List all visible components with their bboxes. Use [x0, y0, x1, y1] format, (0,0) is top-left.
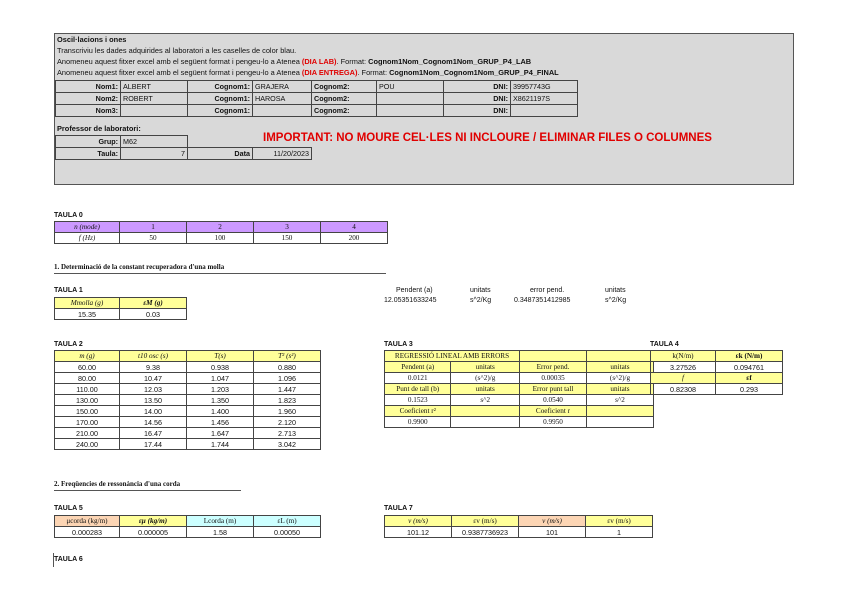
mode-cell: 4 [321, 222, 388, 233]
section1-title: 1. Determinació de la constant recuperadora d'una molla [54, 263, 225, 271]
taula1-table [54, 297, 187, 320]
dni-label: DNI: [444, 81, 511, 93]
mode-cell: 2 [187, 222, 254, 233]
mmolla-header: Mmolla (g) [55, 298, 120, 309]
taula6-title: TAULA 6 [54, 556, 83, 563]
grup-value[interactable]: M62 [121, 136, 188, 148]
t2-cell[interactable]: 130.00 [55, 395, 120, 406]
t2-cell[interactable]: 150.00 [55, 406, 120, 417]
header-panel [54, 33, 794, 185]
t3-cell: (s^2)/g [451, 373, 520, 384]
t3-cell: 0.0540 [520, 395, 587, 406]
table-row [55, 439, 321, 450]
mode-label [55, 222, 120, 233]
mode-cell: 3 [254, 222, 321, 233]
nom-label: Nom3: [56, 105, 121, 117]
t3-cell [587, 417, 654, 428]
dni-value[interactable]: X8621197S [511, 93, 578, 105]
pendent-units-header: unitats [470, 287, 491, 294]
t2-cell[interactable]: 110.00 [55, 384, 120, 395]
t3-cell [587, 351, 654, 362]
t3-cell: 0.1523 [385, 395, 451, 406]
professor-label: Professor de laboratori: [57, 124, 141, 133]
t2-header: t10 osc (s) [120, 351, 187, 362]
taula-value[interactable]: 7 [121, 148, 188, 160]
t3-cell [451, 417, 520, 428]
t3-cell: 0.00035 [520, 373, 587, 384]
header-line2 [57, 57, 531, 67]
section1-rule [54, 273, 386, 274]
grup-label: Grup: [56, 136, 121, 148]
emu-header: εμ (kg/m) [120, 516, 187, 527]
t2-cell[interactable]: 10.47 [120, 373, 187, 384]
f-value: 0.82308 [651, 384, 716, 395]
v-value: 101.12 [385, 527, 452, 538]
t2-cell: 1.823 [254, 395, 321, 406]
ev-header: εv (m/s) [452, 516, 519, 527]
nom-value[interactable] [121, 105, 188, 117]
l-value[interactable]: 1.58 [187, 527, 254, 538]
nom-value[interactable]: ALBERT [121, 81, 188, 93]
ek-header: εk (N/m) [716, 351, 783, 362]
el-header: εL (m) [254, 516, 321, 527]
student-row [56, 81, 578, 93]
t3-cell: 0.9950 [520, 417, 587, 428]
t3-cell: s^2 [587, 395, 654, 406]
nom-value[interactable]: ROBERT [121, 93, 188, 105]
t2-cell[interactable]: 17.44 [120, 439, 187, 450]
t2-cell[interactable]: 60.00 [55, 362, 120, 373]
t2-cell[interactable]: 14.56 [120, 417, 187, 428]
k-value: 3.27526 [651, 362, 716, 373]
important-warning: IMPORTANT: NO MOURE CEL·LES NI INCLOURE / ELIMINAR FILES O COLUMNES [263, 132, 712, 144]
t2-cell[interactable]: 16.47 [120, 428, 187, 439]
cognom1-label: Cognom1: [188, 105, 253, 117]
mode-label-text: n (mode) [74, 223, 100, 231]
taula0-table [54, 221, 388, 244]
table-row [55, 395, 321, 406]
line2-red: (DIA LAB) [301, 57, 337, 66]
t2-cell: 1.203 [187, 384, 254, 395]
nom-label: Nom1: [56, 81, 121, 93]
v-header: v (m/s) [385, 516, 452, 527]
t2-cell: 1.960 [254, 406, 321, 417]
line3-red: (DIA ENTREGA) [301, 68, 358, 77]
section2-rule [54, 490, 241, 491]
cognom1-value[interactable] [253, 105, 312, 117]
t2-cell[interactable]: 12.03 [120, 384, 187, 395]
t3-cell: unitats [587, 384, 654, 395]
freq-label [55, 233, 120, 244]
t2-cell[interactable]: 210.00 [55, 428, 120, 439]
cognom1-value[interactable]: HAROSA [253, 93, 312, 105]
table-row [385, 395, 654, 406]
t3-cell: unitats [451, 362, 520, 373]
t2-cell: 0.938 [187, 362, 254, 373]
freq-cell[interactable]: 150 [254, 233, 321, 244]
t3-cell: Error punt tall [520, 384, 587, 395]
taula6-border [53, 553, 54, 567]
cognom2-value[interactable]: POU [377, 81, 444, 93]
t3-cell: 0.9900 [385, 417, 451, 428]
pendent-value: 12.05351633245 [384, 297, 437, 304]
t2-cell: 1.350 [187, 395, 254, 406]
table-row [385, 417, 654, 428]
taula2-title: TAULA 2 [54, 341, 83, 348]
header-title: Oscil·lacions i ones [57, 35, 127, 44]
t2-cell: 1.647 [187, 428, 254, 439]
table-row [55, 417, 321, 428]
header-line1: Transcriviu les dades adquirides al laboratori a les caselles de color blau. [57, 46, 297, 55]
t3-cell [451, 406, 520, 417]
cognom2-label: Cognom2: [312, 93, 377, 105]
t3-cell: Coeficient r² [385, 406, 451, 417]
t2-cell[interactable]: 13.50 [120, 395, 187, 406]
line2-format: Cognom1Nom_Cognom1Nom_GRUP_P4_LAB [368, 57, 532, 66]
table-row [385, 373, 654, 384]
section2-title: 2. Freqüencies de ressonància d'una corda [54, 480, 181, 488]
v2-header: v (m/s) [519, 516, 586, 527]
error-units-header: unitats [605, 287, 626, 294]
em-value[interactable]: 0.03 [120, 309, 187, 320]
table-row [55, 373, 321, 384]
cognom1-label: Cognom1: [188, 93, 253, 105]
t3-cell: 0.0121 [385, 373, 451, 384]
ev2-value: 1 [586, 527, 653, 538]
ek-value: 0.094761 [716, 362, 783, 373]
header-line3 [57, 68, 559, 78]
table-row [385, 384, 654, 395]
t2-header: m (g) [55, 351, 120, 362]
t2-cell[interactable]: 80.00 [55, 373, 120, 384]
dni-value[interactable] [511, 105, 578, 117]
freq-label-text: f (Hz) [78, 234, 96, 242]
line2-mid: . Format: [336, 57, 369, 66]
dni-value[interactable]: 39957743G [511, 81, 578, 93]
t3-cell: unitats [587, 362, 654, 373]
t2-cell[interactable]: 170.00 [55, 417, 120, 428]
t3-cell: (s^2)/g [587, 373, 654, 384]
t2-cell[interactable]: 9.38 [120, 362, 187, 373]
mu-value[interactable]: 0.000283 [55, 527, 120, 538]
t2-cell: 1.096 [254, 373, 321, 384]
taula1-title: TAULA 1 [54, 287, 83, 294]
em-header: εM (g) [120, 298, 187, 309]
ev2-header: εv (m/s) [586, 516, 653, 527]
mu-header: μcorda (kg/m) [55, 516, 120, 527]
taula3-title: TAULA 3 [384, 341, 413, 348]
t2-cell: 2.713 [254, 428, 321, 439]
taula0-title: TAULA 0 [54, 212, 83, 219]
line3-format: Cognom1Nom_Cognom1Nom_GRUP_P4_FINAL [389, 68, 559, 77]
freq-cell[interactable]: 100 [187, 233, 254, 244]
table-row [385, 406, 654, 417]
pendent-units: s^2/Kg [470, 297, 492, 304]
t3-cell: Error pend. [520, 362, 587, 373]
data-label: Data [188, 148, 253, 160]
freq-cell[interactable]: 200 [321, 233, 388, 244]
table-row [385, 351, 654, 362]
cognom1-label: Cognom1: [188, 81, 253, 93]
t3-cell: s^2 [451, 395, 520, 406]
t3-cell: Pendent (a) [385, 362, 451, 373]
taula2-table [54, 350, 321, 450]
emu-value[interactable]: 0.000005 [120, 527, 187, 538]
t3-cell [520, 351, 587, 362]
taula4-title: TAULA 4 [650, 341, 679, 348]
t2-cell[interactable]: 240.00 [55, 439, 120, 450]
taula5-table [54, 515, 321, 538]
mode-cell: 1 [120, 222, 187, 233]
error-units: s^2/Kg [605, 297, 627, 304]
ef-value: 0.293 [716, 384, 783, 395]
taula4-table [650, 350, 783, 395]
nom-label: Nom2: [56, 93, 121, 105]
table-row [55, 406, 321, 417]
error-pend-header: error pend. [530, 287, 565, 294]
t2-cell: 1.047 [187, 373, 254, 384]
regression-title: REGRESSIÓ LINEAL AMB ERRORS [385, 351, 520, 362]
taula-label: Taula: [56, 148, 121, 160]
dni-label: DNI: [444, 105, 511, 117]
k-header: k(N/m) [651, 351, 716, 362]
t2-cell: 2.120 [254, 417, 321, 428]
cognom2-value[interactable] [377, 93, 444, 105]
cognom2-value[interactable] [377, 105, 444, 117]
t2-header: T(s) [187, 351, 254, 362]
l-header: Lcorda (m) [187, 516, 254, 527]
t2-cell[interactable]: 14.00 [120, 406, 187, 417]
line3-pre: Anomeneu aquest fitxer excel amb el següent format i pengeu-lo a Atenea [57, 68, 302, 77]
t2-cell: 1.456 [187, 417, 254, 428]
taula7-title: TAULA 7 [384, 505, 413, 512]
students-table [55, 80, 578, 117]
taula7-table [384, 515, 653, 538]
mmolla-value[interactable]: 15.35 [55, 309, 120, 320]
cognom1-value[interactable]: GRAJERA [253, 81, 312, 93]
f-header: f [651, 373, 716, 384]
t2-cell: 1.400 [187, 406, 254, 417]
taula3-table [384, 350, 654, 428]
ev-value: 0.9387736923 [452, 527, 519, 538]
freq-cell[interactable]: 50 [120, 233, 187, 244]
table-row [385, 362, 654, 373]
cognom2-label: Cognom2: [312, 105, 377, 117]
line2-pre: Anomeneu aquest fitxer excel amb el següent format i pengeu-lo a Atenea [57, 57, 302, 66]
pendent-header: Pendent (a) [396, 287, 433, 294]
t2-cell: 1.447 [254, 384, 321, 395]
table-row [55, 384, 321, 395]
t2-header: T² (s²) [254, 351, 321, 362]
taula5-title: TAULA 5 [54, 505, 83, 512]
data-value[interactable]: 11/20/2023 [253, 148, 312, 160]
t3-cell: Coeficient r [520, 406, 587, 417]
el-value[interactable]: 0.00050 [254, 527, 321, 538]
cognom2-label: Cognom2: [312, 81, 377, 93]
v2-value: 101 [519, 527, 586, 538]
table-row [55, 428, 321, 439]
t3-cell: Punt de tall (b) [385, 384, 451, 395]
dni-label: DNI: [444, 93, 511, 105]
t2-cell: 1.744 [187, 439, 254, 450]
table-row [55, 362, 321, 373]
t2-cell: 3.042 [254, 439, 321, 450]
t2-cell: 0.880 [254, 362, 321, 373]
t3-cell [587, 406, 654, 417]
student-row [56, 93, 578, 105]
ef-header: εf [716, 373, 783, 384]
t3-cell: unitats [451, 384, 520, 395]
line3-mid: . Format: [357, 68, 390, 77]
student-row [56, 105, 578, 117]
error-pend-value: 0.3487351412985 [514, 297, 571, 304]
